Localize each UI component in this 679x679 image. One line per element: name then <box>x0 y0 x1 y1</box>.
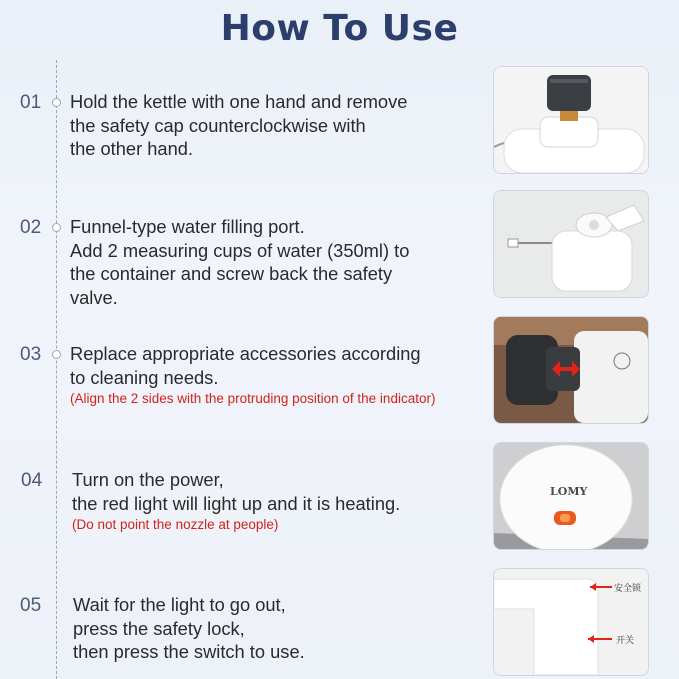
step-text <box>70 90 407 161</box>
step-line: the other hand. <box>70 138 193 159</box>
step-03-photo <box>493 316 649 424</box>
step-line: Hold the kettle with one hand and remove <box>70 91 408 112</box>
safety-lock-label: 安全锁 <box>614 584 642 594</box>
step-text <box>70 215 409 309</box>
step-number: 03 <box>20 344 42 365</box>
step-line: Funnel-type water filling port. <box>70 216 305 237</box>
step-line: then press the switch to use. <box>73 641 305 662</box>
step-text <box>72 468 400 535</box>
step-line: Wait for the light to go out, <box>73 594 286 615</box>
step-04-photo <box>493 442 649 550</box>
step-number: 01 <box>20 92 42 113</box>
switch-label: 开关 <box>616 636 635 646</box>
timeline-dashed-line <box>56 60 57 679</box>
step-05-photo <box>493 568 649 676</box>
timeline-dot <box>52 350 61 359</box>
page-title: How To Use <box>220 8 459 49</box>
step-line: the safety cap counterclockwise with <box>70 114 366 136</box>
step-text <box>70 342 435 409</box>
brand-logo: LOMY <box>550 485 588 498</box>
step-line: the container and screw back the safety <box>70 263 393 284</box>
step-number: 05 <box>20 595 42 616</box>
step-line: press the safety lock, <box>73 617 245 639</box>
step-line: valve. <box>70 286 118 308</box>
timeline-dot <box>52 223 61 232</box>
step-text <box>73 593 305 664</box>
step-note: (Do not point the nozzle at people) <box>72 517 279 532</box>
step-line: Replace appropriate accessories according <box>70 343 421 364</box>
step-line: Add 2 measuring cups of water (350ml) to <box>70 239 410 261</box>
step-number: 04 <box>21 470 43 491</box>
step-02-photo <box>493 190 649 298</box>
step-number: 02 <box>20 217 42 238</box>
step-line: Turn on the power, <box>72 469 224 490</box>
step-line: the red light will light up and it is heating. <box>72 492 401 514</box>
step-note: (Align the 2 sides with the protruding position of the indicator) <box>70 391 436 406</box>
step-line: to cleaning needs. <box>70 366 219 388</box>
timeline-dot <box>52 98 61 107</box>
step-01-photo <box>493 66 649 174</box>
